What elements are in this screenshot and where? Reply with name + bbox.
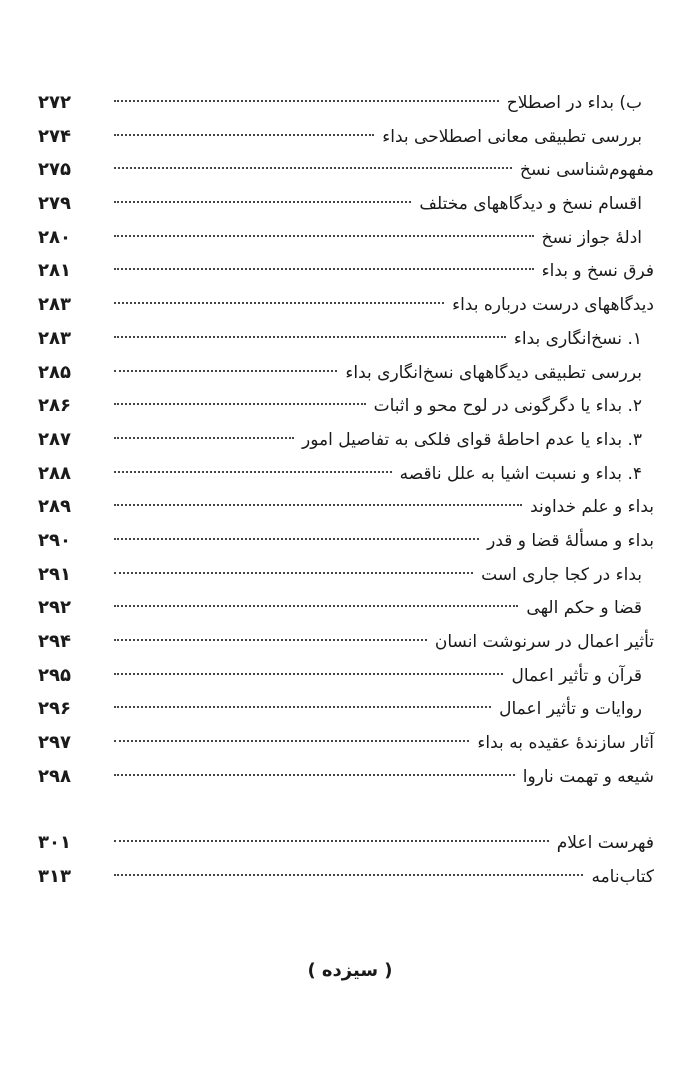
dot-leader bbox=[114, 353, 337, 372]
toc-entry bbox=[38, 322, 654, 356]
dot-leader bbox=[114, 386, 366, 405]
dot-leader bbox=[114, 285, 444, 304]
page-number-label: ( سیزده ) bbox=[307, 960, 393, 981]
toc-entry-page-number: ۲۹۱ bbox=[38, 563, 71, 585]
toc-entry-title: تأثیر اعمال در سرنوشت انسان bbox=[434, 632, 654, 652]
toc-entry bbox=[38, 187, 654, 221]
dot-leader bbox=[114, 588, 518, 607]
toc-entry-page-number: ۲۷۹ bbox=[38, 193, 71, 215]
toc-entry-title: بررسی تطبیقی معانی اصطلاحی بداء bbox=[382, 126, 642, 147]
dot-leader bbox=[114, 251, 534, 270]
toc-entry bbox=[38, 457, 654, 491]
toc-entry-title: اقسام نسخ و دیدگاههای مختلف bbox=[419, 194, 642, 215]
dot-leader bbox=[114, 723, 469, 742]
toc-entry-page-number: ۲۹۵ bbox=[38, 664, 71, 686]
toc-entry-page-number: ۲۸۰ bbox=[38, 226, 71, 248]
toc-entry-title: ۲. بداء یا دگرگونی در لوح محو و اثبات bbox=[373, 396, 642, 417]
toc-entry bbox=[38, 826, 654, 860]
toc-entry bbox=[38, 389, 654, 423]
toc-entry-title: قضا و حکم الهی bbox=[526, 598, 642, 619]
toc-entry bbox=[38, 625, 654, 659]
toc-entry-page-number: ۳۰۱ bbox=[38, 832, 71, 854]
dot-leader bbox=[114, 83, 499, 102]
toc-entry bbox=[38, 254, 654, 288]
toc-entry-title: ۱. نسخ‌انگاری بداء bbox=[513, 328, 642, 349]
toc-entry bbox=[38, 490, 654, 524]
dot-leader bbox=[114, 319, 506, 338]
toc-entry-page-number: ۲۷۴ bbox=[38, 125, 71, 147]
dot-leader bbox=[114, 218, 534, 237]
toc-entry-page-number: ۳۱۳ bbox=[38, 866, 71, 888]
toc-entry-page-number: ۲۸۱ bbox=[38, 260, 71, 282]
toc-entry-title: ب) بداء در اصطلاح bbox=[506, 93, 642, 113]
dot-leader bbox=[114, 622, 427, 641]
toc-entry bbox=[38, 221, 654, 255]
toc-entry bbox=[38, 760, 654, 794]
toc-entry-page-number: ۲۸۹ bbox=[38, 496, 71, 518]
dot-leader bbox=[114, 555, 473, 574]
toc-entry bbox=[38, 860, 654, 894]
dot-leader bbox=[114, 150, 512, 169]
toc-entry-title: فرق نسخ و بداء bbox=[541, 261, 654, 282]
toc-entry bbox=[38, 659, 654, 693]
toc-entry bbox=[38, 423, 654, 457]
toc-entry-title: ۴. بداء و نسبت اشیا به علل ناقصه bbox=[399, 463, 642, 484]
toc-entry-page-number: ۲۸۷ bbox=[38, 428, 71, 450]
dot-leader bbox=[114, 184, 411, 203]
dot-leader bbox=[114, 689, 491, 708]
dot-leader bbox=[114, 823, 549, 842]
toc-entry bbox=[38, 86, 654, 120]
toc-entry-title: دیدگاههای درست درباره بداء bbox=[452, 295, 654, 316]
toc-entry-page-number: ۲۷۵ bbox=[38, 159, 71, 181]
toc-entry bbox=[38, 558, 654, 592]
dot-leader bbox=[114, 521, 479, 540]
toc-entry-title: بداء در کجا جاری است bbox=[481, 564, 642, 585]
toc-entry bbox=[38, 288, 654, 322]
toc-entry-page-number: ۲۸۶ bbox=[38, 395, 71, 417]
toc-entry-title: بررسی تطبیقی دیدگاههای نسخ‌انگاری بداء bbox=[345, 362, 642, 383]
toc-entry-page-number: ۲۹۸ bbox=[38, 765, 71, 787]
toc-entry-page-number: ۲۸۵ bbox=[38, 361, 71, 383]
toc-entry bbox=[38, 591, 654, 625]
toc-entry-title: بداء و علم خداوند bbox=[530, 497, 654, 518]
toc-entry-page-number: ۲۹۰ bbox=[38, 529, 71, 551]
dot-leader bbox=[114, 857, 583, 876]
dot-leader bbox=[114, 757, 515, 776]
toc-entry-title: آثار سازندهٔ عقیده به بداء bbox=[477, 733, 654, 754]
toc-entry-title: روایات و تأثیر اعمال bbox=[499, 699, 642, 720]
toc-entry-page-number: ۲۹۶ bbox=[38, 698, 71, 720]
toc-entry-page-number: ۲۹۷ bbox=[38, 732, 71, 754]
toc-entry-title: ۳. بداء یا عدم احاطهٔ قوای فلکی به تفاصیل امور bbox=[302, 429, 642, 450]
toc-entry-title: بداء و مسألهٔ قضا و قدر bbox=[487, 530, 654, 551]
toc-entry-title: ادلهٔ جواز نسخ bbox=[541, 227, 642, 248]
toc-entry-title: فهرست اعلام bbox=[556, 833, 654, 854]
table-of-contents bbox=[38, 86, 654, 894]
toc-entry bbox=[38, 692, 654, 726]
toc-entry-page-number: ۲۷۲ bbox=[38, 92, 71, 113]
toc-entry-page-number: ۲۹۲ bbox=[38, 597, 71, 619]
dot-leader bbox=[114, 656, 503, 675]
dot-leader bbox=[114, 420, 294, 439]
toc-entry-page-number: ۲۹۴ bbox=[38, 631, 71, 652]
dot-leader bbox=[114, 487, 522, 506]
toc-entry-page-number: ۲۸۳ bbox=[38, 327, 71, 349]
toc-entry bbox=[38, 524, 654, 558]
toc-entry-title: قرآن و تأثیر اعمال bbox=[511, 665, 642, 686]
toc-entry-title: مفهوم‌شناسی نسخ bbox=[519, 160, 654, 181]
toc-entry-title: شیعه و تهمت ناروا bbox=[522, 766, 654, 787]
toc-entry bbox=[38, 356, 654, 390]
toc-entry-page-number: ۲۸۳ bbox=[38, 294, 71, 316]
toc-entry bbox=[38, 153, 654, 187]
toc-entry-title: کتاب‌نامه bbox=[591, 867, 654, 888]
toc-entry-page-number: ۲۸۸ bbox=[38, 462, 71, 484]
dot-leader bbox=[114, 117, 374, 136]
toc-entry bbox=[38, 120, 654, 154]
toc-entry bbox=[38, 726, 654, 760]
dot-leader bbox=[114, 454, 392, 473]
